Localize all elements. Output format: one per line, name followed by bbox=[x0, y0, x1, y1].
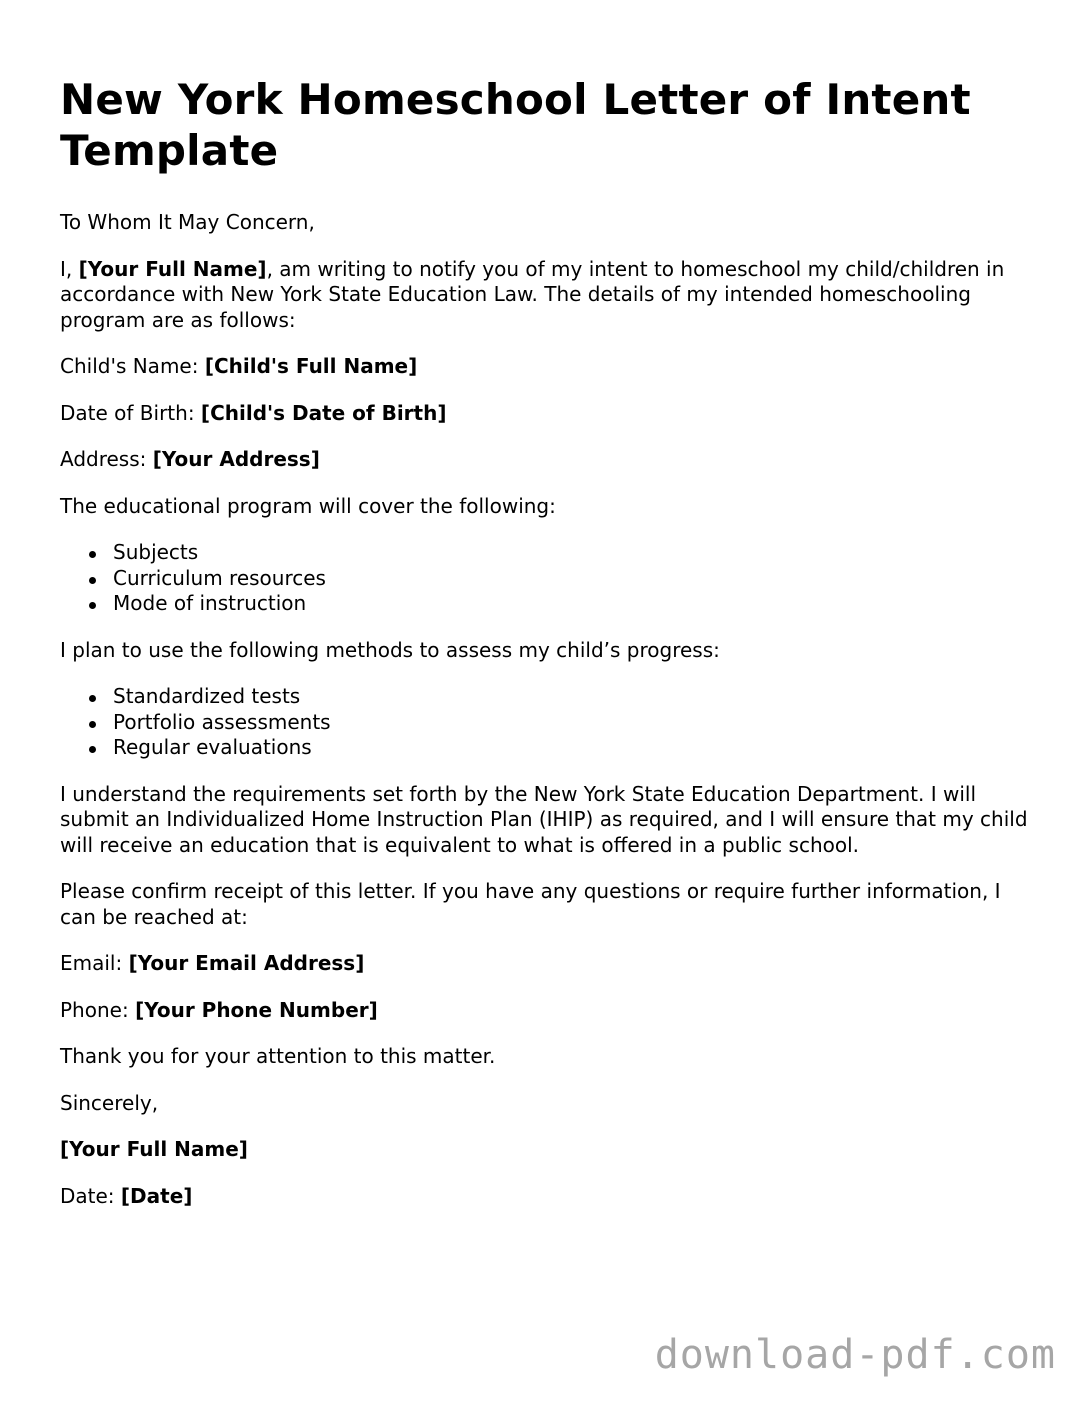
bullet-icon bbox=[89, 721, 96, 728]
list-item bbox=[113, 540, 1040, 566]
intro-paragraph bbox=[60, 257, 1040, 334]
date-line bbox=[60, 1184, 1040, 1210]
list-item bbox=[113, 684, 1040, 710]
child-name-line bbox=[60, 354, 1040, 380]
intro-prefix: I, bbox=[60, 256, 79, 281]
list-item bbox=[113, 735, 1040, 761]
intro-suffix: , am writing to notify you of my intent to homeschool my child/children in accordance with New York State Education Law. The details of my intended homeschooling program are as follows: bbox=[60, 256, 1005, 332]
list-item-text: Subjects bbox=[113, 540, 199, 564]
thanks-line: Thank you for your attention to this matter. bbox=[60, 1044, 496, 1068]
bullet-icon bbox=[89, 551, 96, 558]
program-intro: The educational program will cover the following: bbox=[60, 493, 556, 518]
list-item-text: Standardized tests bbox=[113, 684, 301, 708]
signature-name-value: [Your Full Name] bbox=[60, 1137, 248, 1161]
list-item bbox=[113, 591, 1040, 617]
list-item-text: Mode of instruction bbox=[113, 591, 307, 615]
bullet-icon bbox=[89, 695, 96, 702]
date-of-birth-value: [Child's Date of Birth] bbox=[200, 400, 447, 425]
email-label: Email: bbox=[60, 951, 129, 975]
child-name-label: Child's Name: bbox=[60, 354, 205, 378]
child-name-value: [Child's Full Name] bbox=[204, 354, 418, 378]
salutation: To Whom It May Concern, bbox=[60, 210, 315, 234]
page-title: New York Homeschool Letter of Intent Template bbox=[60, 75, 971, 175]
email-value: [Your Email Address] bbox=[128, 951, 365, 975]
watermark: download-pdf.com bbox=[654, 1332, 1056, 1378]
phone-label: Phone: bbox=[60, 997, 136, 1022]
list-item bbox=[113, 566, 1040, 592]
address-label: Address: bbox=[60, 447, 153, 471]
date-of-birth-label: Date of Birth: bbox=[60, 400, 201, 425]
list-item-text: Regular evaluations bbox=[113, 735, 312, 759]
letter-page bbox=[60, 74, 1040, 1209]
bullet-icon bbox=[89, 577, 96, 584]
address-line bbox=[60, 447, 1040, 473]
requirements-paragraph: I understand the requirements set forth by the New York State Education Department. I will submit an Individualized Home Instruction Plan (IHIP) as required, and I will ensure that my child will receive an education that is equivalent to what is offered in a public school. bbox=[60, 781, 1028, 857]
phone-line bbox=[60, 998, 1040, 1024]
date-value: [Date] bbox=[120, 1183, 193, 1208]
list-item-text: Portfolio assessments bbox=[113, 709, 331, 734]
phone-value: [Your Phone Number] bbox=[135, 997, 378, 1022]
assessment-list bbox=[60, 684, 1040, 761]
bullet-icon bbox=[89, 602, 96, 609]
assess-intro: I plan to use the following methods to assess my child’s progress: bbox=[60, 637, 720, 662]
confirm-paragraph: Please confirm receipt of this letter. If you have any questions or require further information, I can be reached at: bbox=[60, 879, 1001, 929]
list-item-text: Curriculum resources bbox=[113, 565, 326, 590]
date-label: Date: bbox=[60, 1183, 121, 1208]
date-of-birth-line bbox=[60, 401, 1040, 427]
program-list bbox=[60, 540, 1040, 617]
address-value: [Your Address] bbox=[152, 447, 320, 471]
email-line bbox=[60, 951, 1040, 977]
intro-name-placeholder: [Your Full Name] bbox=[78, 256, 267, 281]
list-item bbox=[113, 710, 1040, 736]
bullet-icon bbox=[89, 746, 96, 753]
closing-line: Sincerely, bbox=[60, 1090, 159, 1115]
signature-name bbox=[60, 1137, 1040, 1163]
